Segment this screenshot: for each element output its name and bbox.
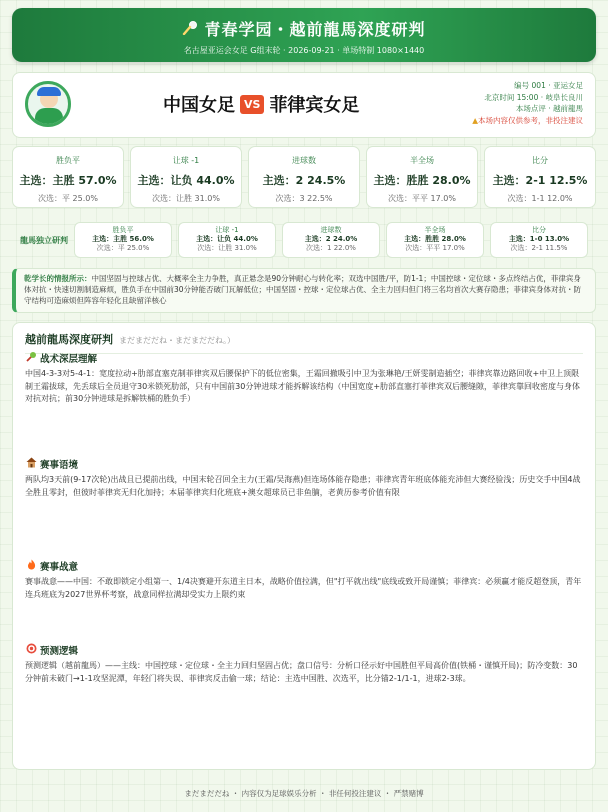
prediction-main: 主选：主胜 57.0% — [19, 174, 117, 187]
independent-card-main: 主选：2 24.0% — [304, 235, 358, 243]
independent-card-main: 主选：胜胜 28.0% — [404, 235, 466, 243]
section-title — [25, 643, 585, 657]
independent-card — [74, 222, 172, 258]
prediction-main: 主选：2-1 12.5% — [492, 174, 588, 187]
page-title — [12, 8, 596, 40]
prediction-label: 进球数 — [292, 156, 316, 165]
report-title-text: 越前龍馬深度研判 — [25, 333, 113, 346]
independent-card-alt: 次选：2-1 11.5% — [510, 244, 568, 252]
section-text: 两队均3天前(9-17次轮)出战且已提前出线，中国末轮召回全主力(王霜/吴海燕)但连场体能存隐患；菲律宾青年班底体能充沛但大赛经验浅；历史交手中国4战全胜且零封，但彼时菲律宾无归化加持；本届菲律宾归化班底+澳女超球员已非鱼腩，老黄历参考价值有限 — [25, 475, 581, 497]
independent-card-main: 主选：让负 44.0% — [196, 235, 258, 243]
match-commentator: 本场点评 · 越前龍馬 — [515, 104, 583, 113]
independent-card-alt: 次选：1 22.0% — [306, 244, 356, 252]
match-card — [12, 72, 596, 138]
prediction-label: 比分 — [532, 156, 548, 165]
disclaimer-text: 本场内容仅供参考，非投注建议 — [478, 115, 583, 125]
independent-card-label: 比分 — [532, 226, 546, 234]
report-section — [25, 643, 585, 685]
prediction-main: 主选：让负 44.0% — [137, 174, 235, 187]
section-title — [25, 351, 585, 365]
prediction-alt: 次选：3 22.5% — [275, 194, 333, 203]
independent-label: 龍馬独立研判 — [20, 236, 68, 245]
independent-card-main: 主选：1-0 13.0% — [508, 235, 570, 243]
report-title — [25, 331, 583, 347]
section-text: 赛事战意——中国：不敢即锁定小组第一、1/4决赛避开东道主日本，战略价值拉满，但"打平就出线"底线或致开局谨慎；菲律宾：必须赢才能反超登顶，青年连兵班底为2027世界杯考察，战意同样拉满却受实力上限约束 — [25, 577, 582, 599]
independent-card — [490, 222, 588, 258]
avatar — [25, 81, 71, 127]
match-time: 北京时间 15:00 · 岐阜长良川 — [484, 92, 583, 102]
independent-prediction-row — [12, 222, 596, 258]
independent-card-alt: 次选：平 25.0% — [96, 244, 150, 252]
independent-card-alt: 次选：平平 17.0% — [405, 244, 465, 252]
footer-note: まだまだだね ・ 内容仅为足球娱乐分析 ・ 非任何投注建议 ・ 严禁赌博 — [184, 789, 424, 798]
warning-icon: ▲ — [472, 115, 478, 125]
ball-bat-icon — [182, 20, 198, 39]
prediction-label: 胜负平 — [56, 156, 80, 165]
intel-key: 乾学长的情报所示： — [24, 274, 92, 283]
match-id: 编号 001 · 亚运女足 — [514, 81, 583, 90]
header-subtitle: 名古屋亚运会女足 G组末轮 · 2026-09-21 · 单场特制 1080×1440 — [183, 46, 425, 55]
section-title-text: 战术深层理解 — [40, 354, 98, 365]
page-header — [12, 8, 596, 62]
prediction-label: 半全场 — [410, 156, 434, 165]
independent-card-label: 半全场 — [424, 226, 446, 234]
match-info — [472, 80, 583, 126]
section-title — [25, 457, 585, 471]
vs-badge: VS — [240, 95, 264, 114]
prediction-main: 主选：胜胜 28.0% — [373, 174, 471, 187]
fire-icon — [25, 559, 37, 573]
report-section — [25, 559, 585, 601]
prediction-card — [484, 146, 596, 208]
intel-box — [12, 268, 596, 313]
independent-card-label: 胜负平 — [112, 226, 134, 234]
independent-card — [386, 222, 484, 258]
prediction-alt: 次选：平 25.0% — [38, 194, 98, 203]
independent-card-label: 让球 -1 — [215, 226, 239, 234]
house-icon — [25, 457, 37, 471]
prediction-label: 让球 -1 — [172, 156, 200, 165]
report-signature: まだまだだね・まだまだだね。） — [119, 336, 235, 345]
prediction-alt: 次选：平平 17.0% — [388, 194, 456, 203]
section-title-text: 赛事语境 — [40, 460, 79, 471]
report-card — [12, 322, 596, 770]
report-section — [25, 457, 585, 499]
independent-card-alt: 次选：让胜 31.0% — [197, 244, 257, 252]
prediction-alt: 次选：1-1 12.0% — [507, 194, 573, 203]
prediction-card — [130, 146, 242, 208]
match-teams — [163, 91, 359, 117]
report-section — [25, 351, 585, 406]
independent-card-label: 进球数 — [320, 226, 342, 234]
independent-card-main: 主选：主胜 56.0% — [92, 235, 154, 243]
prediction-card — [248, 146, 360, 208]
away-team: 菲律宾女足 — [269, 95, 360, 116]
intel-text: 中国坚固与控球占优、大概率全主力争胜，真正悬念是90分钟耐心与转化率；双选中国胜/平，防1-1；中国控球・定位球・多点终结占优，菲律宾身体对抗・快速切割制造麻烦，胜负手在中国前30分钟能否破门瓦解低位；中国坚固・控球・定位球占优、全主力回归但门将三名均首次大赛存隐患；菲律宾身体对抗・防守结构可造麻烦但阵容年轻化且缺留洋核心 — [24, 274, 582, 305]
section-title — [25, 559, 585, 573]
section-title-text: 赛事战意 — [40, 562, 79, 573]
header-title-text: 青春学园・越前龍馬深度研判 — [204, 20, 426, 39]
section-title-text: 预测逻辑 — [40, 646, 79, 657]
tennis-icon — [25, 351, 37, 365]
prediction-alt: 次选：让胜 31.0% — [152, 194, 220, 203]
independent-card — [178, 222, 276, 258]
section-text: 中国4-3-3对5-4-1：宽度拉动+肋部直塞克制菲律宾双后腰保护下的低位密集，王霜回撤吸引中卫为张琳艳/王妍雯制造插空；菲律宾靠边路回收+中卫上顶限制王霜拔球，先丢球后全员退守30米锁死肋部，只有中国前30分钟进球才能拆解该结构（中国宽度+肋部直塞打菲律宾双后腰缝隙，菲律宾靠回收密度与身体对抗对抗；前30分钟进球是拆解铁桶的胜负手） — [25, 369, 581, 403]
disclaimer — [472, 115, 583, 127]
prediction-main: 主选：2 24.5% — [262, 174, 346, 187]
prediction-row — [12, 146, 596, 208]
home-team: 中国女足 — [163, 95, 235, 116]
prediction-card — [12, 146, 124, 208]
section-text: 预测逻辑（越前龍馬）——主线：中国控球・定位球・全主力回归坚固占优；盘口信号：分析口径示好中国胜但平局高价值(铁桶・谨慎开局)；防冷变数：30分钟前未破门→1-1攻坚泥潭，年轻门将失误、菲律宾反击偷一球；结论：主选中国胜、次选平，比分锚2-1/1-1，进球2-3球。 — [25, 661, 578, 683]
independent-card — [282, 222, 380, 258]
prediction-card — [366, 146, 478, 208]
target-icon — [25, 643, 37, 657]
